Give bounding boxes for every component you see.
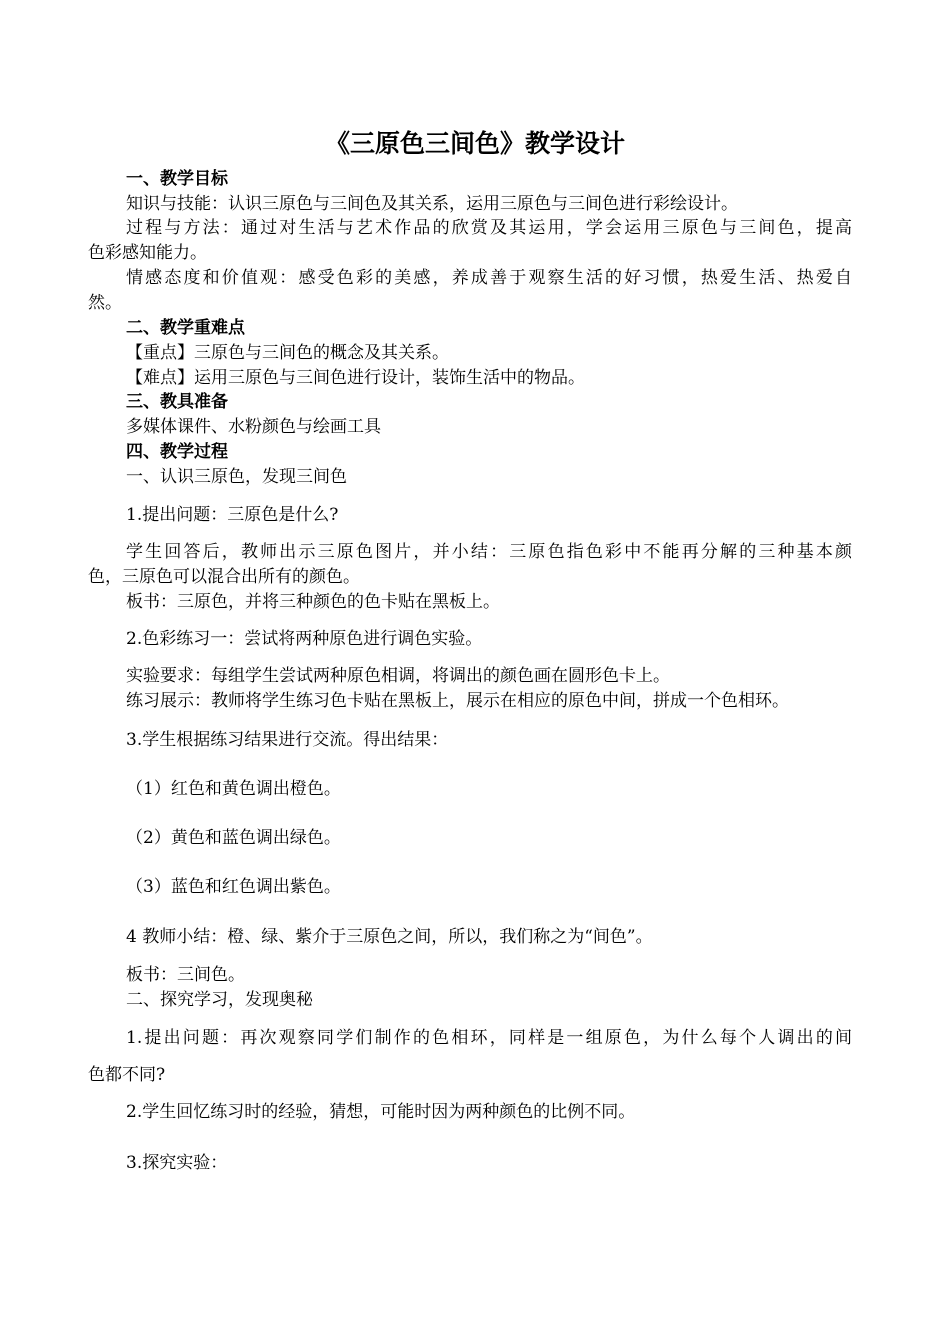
page-title: 《三原色三间色》教学设计	[324, 129, 625, 158]
section-heading-process: 四、教学过程	[126, 442, 228, 462]
part1-board1: 板书：三原色，并将三种颜色的色卡贴在黑板上。	[126, 592, 500, 612]
part2-experiment: 3.探究实验：	[126, 1153, 228, 1173]
part1-requirement: 实验要求：每组学生尝试两种原色相调，将调出的颜色画在圆形色卡上。	[126, 666, 670, 686]
objective-emotion-line1: 情感态度和价值观：感受色彩的美感，养成善于观察生活的好习惯，热爱生活、热爱自	[126, 268, 852, 288]
part2-question-line2: 色都不同?	[88, 1065, 166, 1085]
part1-title: 一、认识三原色，发现三间色	[126, 467, 347, 487]
section-heading-objectives: 一、教学目标	[126, 169, 228, 189]
part1-discussion: 3.学生根据练习结果进行交流。得出结果：	[126, 730, 449, 750]
part2-guess: 2.学生回忆练习时的经验，猜想，可能时因为两种颜色的比例不同。	[126, 1102, 636, 1122]
section-heading-materials: 三、教具准备	[126, 392, 228, 412]
objective-knowledge: 知识与技能：认识三原色与三间色及其关系，运用三原色与三间色进行彩绘设计。	[126, 194, 738, 214]
part2-question-line1: 1.提出问题：再次观察同学们制作的色相环，同样是一组原色，为什么每个人调出的间	[126, 1028, 852, 1048]
materials-list: 多媒体课件、水粉颜色与绘画工具	[126, 417, 381, 437]
objective-process-line1: 过程与方法：通过对生活与艺术作品的欣赏及其运用，学会运用三原色与三间色，提高	[126, 218, 852, 238]
part1-summary: 4 教师小结：橙、绿、紫介于三原色之间，所以，我们称之为“间色”。	[126, 927, 653, 947]
part1-result2: （2）黄色和蓝色调出绿色。	[126, 828, 341, 848]
section-heading-key-points: 二、教学重难点	[126, 318, 245, 338]
difficult-point: 【难点】运用三原色与三间色进行设计，装饰生活中的物品。	[126, 368, 585, 388]
part1-exercise1: 2.色彩练习一：尝试将两种原色进行调色实验。	[126, 629, 483, 649]
part2-title: 二、探究学习，发现奥秘	[126, 990, 313, 1010]
objective-process-line2: 色彩感知能力。	[88, 243, 207, 263]
part1-showcase: 练习展示：教师将学生练习色卡贴在黑板上，展示在相应的原色中间，拼成一个色相环。	[126, 691, 789, 711]
part1-answer-line1: 学生回答后，教师出示三原色图片，并小结：三原色指色彩中不能再分解的三种基本颜	[126, 542, 852, 562]
part1-result1: （1）红色和黄色调出橙色。	[126, 779, 341, 799]
objective-emotion-line2: 然。	[88, 293, 122, 313]
key-point: 【重点】三原色与三间色的概念及其关系。	[126, 343, 449, 363]
part1-question: 1.提出问题：三原色是什么?	[126, 505, 339, 525]
part1-answer-line2: 色，三原色可以混合出所有的颜色。	[88, 567, 360, 587]
part1-result3: （3）蓝色和红色调出紫色。	[126, 877, 341, 897]
part1-board2: 板书：三间色。	[126, 965, 245, 985]
